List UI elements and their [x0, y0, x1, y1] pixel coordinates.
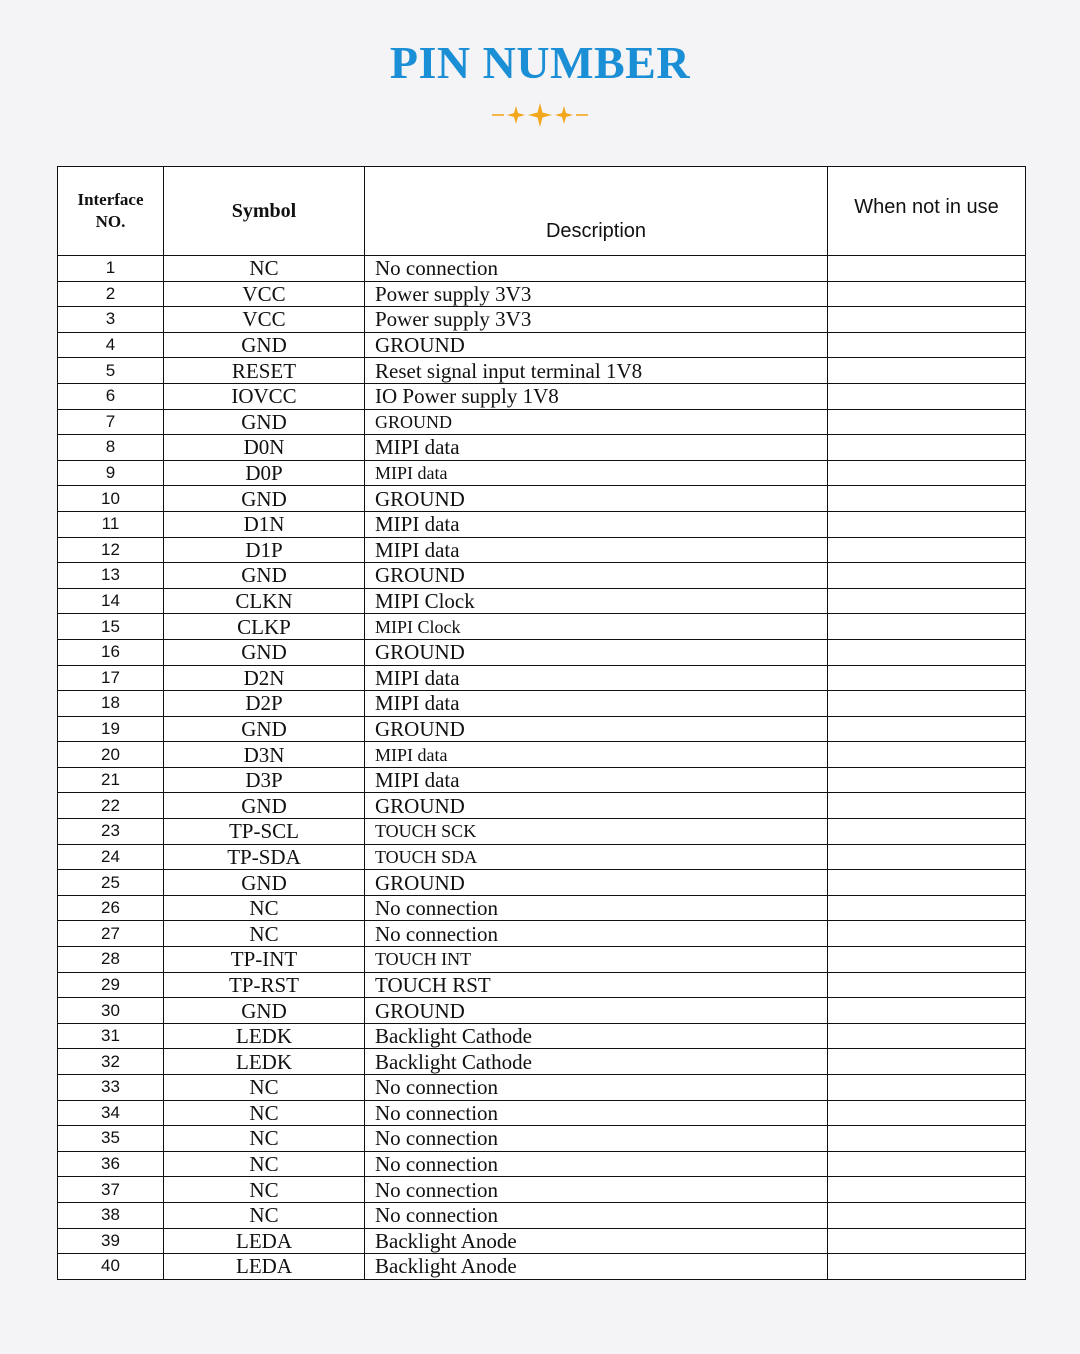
table-row: [58, 537, 1026, 563]
ornament-shapes: [492, 103, 588, 127]
pin-symbol-cell: LEDA: [164, 1254, 365, 1280]
table-row: [58, 793, 1026, 819]
pin-number-cell: 19: [58, 716, 164, 742]
table-row: [58, 716, 1026, 742]
pin-symbol-cell: D3P: [164, 767, 365, 793]
pin-symbol-cell: LEDK: [164, 1049, 365, 1075]
page-title: PIN NUMBER: [389, 37, 691, 88]
pin-description-cell: Backlight Anode: [365, 1228, 828, 1254]
pin-symbol-cell: LEDK: [164, 1023, 365, 1049]
pin-number-cell: 23: [58, 819, 164, 845]
pin-symbol-cell: GND: [164, 870, 365, 896]
pin-symbol-cell: GND: [164, 563, 365, 589]
pin-number-cell: 20: [58, 742, 164, 768]
pin-number-cell: 35: [58, 1126, 164, 1152]
pin-symbol-cell: TP-INT: [164, 947, 365, 973]
pin-number-cell: 37: [58, 1177, 164, 1203]
pin-when-not-in-use-cell: [828, 947, 1026, 973]
table-row: [58, 383, 1026, 409]
pin-number-cell: 26: [58, 895, 164, 921]
pin-number-cell: 40: [58, 1254, 164, 1280]
pin-number-cell: 38: [58, 1202, 164, 1228]
table-row: [58, 947, 1026, 973]
pin-number-cell: 2: [58, 281, 164, 307]
table-row: [58, 639, 1026, 665]
pin-number-cell: 13: [58, 563, 164, 589]
pin-description-cell: MIPI Clock: [365, 588, 828, 614]
pin-number-cell: 18: [58, 691, 164, 717]
pin-table: [57, 166, 1026, 1280]
pin-description-cell: No connection: [365, 921, 828, 947]
table-row: [58, 844, 1026, 870]
table-row: [58, 1049, 1026, 1075]
pin-symbol-cell: D0P: [164, 460, 365, 486]
pin-description-cell: No connection: [365, 1075, 828, 1101]
pin-description-cell: Power supply 3V3: [365, 281, 828, 307]
pin-number-cell: 1: [58, 256, 164, 282]
pin-when-not-in-use-cell: [828, 1228, 1026, 1254]
pin-number-cell: 17: [58, 665, 164, 691]
header-interface-line2: NO.: [95, 212, 126, 231]
pin-number-cell: 12: [58, 537, 164, 563]
pin-when-not-in-use-cell: [828, 793, 1026, 819]
pin-when-not-in-use-cell: [828, 358, 1026, 384]
pin-when-not-in-use-cell: [828, 998, 1026, 1024]
pin-when-not-in-use-cell: [828, 921, 1026, 947]
pin-description-cell: GROUND: [365, 998, 828, 1024]
pin-when-not-in-use-cell: [828, 435, 1026, 461]
pin-description-cell: Reset signal input terminal 1V8: [365, 358, 828, 384]
pin-when-not-in-use-cell: [828, 588, 1026, 614]
pin-number-cell: 7: [58, 409, 164, 435]
pin-description-cell: MIPI data: [365, 767, 828, 793]
pin-when-not-in-use-cell: [828, 665, 1026, 691]
pin-when-not-in-use-cell: [828, 639, 1026, 665]
pin-when-not-in-use-cell: [828, 383, 1026, 409]
table-header-row: [58, 167, 1026, 256]
table-row: [58, 511, 1026, 537]
pin-number-cell: 10: [58, 486, 164, 512]
table-row: [58, 819, 1026, 845]
pin-symbol-cell: GND: [164, 332, 365, 358]
pin-description-cell: GROUND: [365, 793, 828, 819]
pin-number-cell: 6: [58, 383, 164, 409]
table-row: [58, 281, 1026, 307]
pin-description-cell: TOUCH SDA: [365, 844, 828, 870]
table-row: [58, 895, 1026, 921]
pin-description-cell: MIPI Clock: [365, 614, 828, 640]
pin-description-cell: TOUCH RST: [365, 972, 828, 998]
pin-symbol-cell: NC: [164, 1075, 365, 1101]
pin-when-not-in-use-cell: [828, 1023, 1026, 1049]
pin-symbol-cell: GND: [164, 409, 365, 435]
pin-when-not-in-use-cell: [828, 1254, 1026, 1280]
pin-description-cell: GROUND: [365, 332, 828, 358]
pin-number-cell: 3: [58, 307, 164, 333]
pin-when-not-in-use-cell: [828, 1126, 1026, 1152]
table-row: [58, 563, 1026, 589]
pin-when-not-in-use-cell: [828, 537, 1026, 563]
pin-when-not-in-use-cell: [828, 256, 1026, 282]
pin-number-cell: 29: [58, 972, 164, 998]
pin-description-cell: No connection: [365, 895, 828, 921]
pin-symbol-cell: NC: [164, 1126, 365, 1152]
pin-number-cell: 16: [58, 639, 164, 665]
pin-symbol-cell: VCC: [164, 281, 365, 307]
table-row: [58, 1151, 1026, 1177]
table-row: [58, 1100, 1026, 1126]
pin-symbol-cell: NC: [164, 1202, 365, 1228]
pin-description-cell: Power supply 3V3: [365, 307, 828, 333]
pin-number-cell: 27: [58, 921, 164, 947]
table-row: [58, 486, 1026, 512]
pin-symbol-cell: GND: [164, 998, 365, 1024]
pin-when-not-in-use-cell: [828, 972, 1026, 998]
pin-description-cell: No connection: [365, 1177, 828, 1203]
table-row: [58, 1023, 1026, 1049]
pin-when-not-in-use-cell: [828, 742, 1026, 768]
table-row: [58, 256, 1026, 282]
pin-symbol-cell: NC: [164, 1100, 365, 1126]
table-row: [58, 767, 1026, 793]
pin-number-cell: 5: [58, 358, 164, 384]
pin-description-cell: MIPI data: [365, 537, 828, 563]
pin-number-cell: 25: [58, 870, 164, 896]
pin-when-not-in-use-cell: [828, 1075, 1026, 1101]
pin-symbol-cell: GND: [164, 793, 365, 819]
pin-when-not-in-use-cell: [828, 281, 1026, 307]
pin-number-cell: 4: [58, 332, 164, 358]
pin-number-cell: 39: [58, 1228, 164, 1254]
pin-symbol-cell: GND: [164, 716, 365, 742]
pin-description-cell: MIPI data: [365, 435, 828, 461]
table-row: [58, 1075, 1026, 1101]
pin-symbol-cell: RESET: [164, 358, 365, 384]
pin-description-cell: No connection: [365, 1151, 828, 1177]
table-row: [58, 332, 1026, 358]
pin-symbol-cell: TP-SDA: [164, 844, 365, 870]
table-row: [58, 1202, 1026, 1228]
pin-description-cell: MIPI data: [365, 665, 828, 691]
pin-number-cell: 14: [58, 588, 164, 614]
table-row: [58, 742, 1026, 768]
pin-symbol-cell: VCC: [164, 307, 365, 333]
pin-when-not-in-use-cell: [828, 819, 1026, 845]
pin-description-cell: MIPI data: [365, 691, 828, 717]
table-row: [58, 1228, 1026, 1254]
pin-when-not-in-use-cell: [828, 409, 1026, 435]
table-row: [58, 435, 1026, 461]
pin-description-cell: TOUCH INT: [365, 947, 828, 973]
pin-number-cell: 34: [58, 1100, 164, 1126]
pin-when-not-in-use-cell: [828, 511, 1026, 537]
pin-symbol-cell: CLKN: [164, 588, 365, 614]
pin-description-cell: TOUCH SCK: [365, 819, 828, 845]
pin-when-not-in-use-cell: [828, 767, 1026, 793]
pin-number-cell: 32: [58, 1049, 164, 1075]
table-row: [58, 307, 1026, 333]
pin-description-cell: GROUND: [365, 409, 828, 435]
pin-number-cell: 24: [58, 844, 164, 870]
table-row: [58, 409, 1026, 435]
pin-number-cell: 8: [58, 435, 164, 461]
pin-when-not-in-use-cell: [828, 716, 1026, 742]
table-row: [58, 614, 1026, 640]
table-row: [58, 460, 1026, 486]
pin-symbol-cell: D2N: [164, 665, 365, 691]
pin-description-cell: Backlight Anode: [365, 1254, 828, 1280]
pin-when-not-in-use-cell: [828, 614, 1026, 640]
pin-when-not-in-use-cell: [828, 307, 1026, 333]
pin-symbol-cell: D1N: [164, 511, 365, 537]
pin-symbol-cell: LEDA: [164, 1228, 365, 1254]
pin-number-cell: 31: [58, 1023, 164, 1049]
table-row: [58, 921, 1026, 947]
pin-when-not-in-use-cell: [828, 1151, 1026, 1177]
table-row: [58, 1126, 1026, 1152]
header-symbol: Symbol: [164, 167, 365, 256]
pin-description-cell: No connection: [365, 1126, 828, 1152]
pin-description-cell: GROUND: [365, 486, 828, 512]
pin-when-not-in-use-cell: [828, 870, 1026, 896]
pin-description-cell: No connection: [365, 256, 828, 282]
pin-symbol-cell: IOVCC: [164, 383, 365, 409]
pin-when-not-in-use-cell: [828, 332, 1026, 358]
table-row: [58, 998, 1026, 1024]
pin-symbol-cell: D1P: [164, 537, 365, 563]
table-row: [58, 358, 1026, 384]
pin-when-not-in-use-cell: [828, 1202, 1026, 1228]
pin-symbol-cell: NC: [164, 256, 365, 282]
pin-description-cell: GROUND: [365, 716, 828, 742]
table-row: [58, 870, 1026, 896]
pin-when-not-in-use-cell: [828, 1100, 1026, 1126]
pin-description-cell: IO Power supply 1V8: [365, 383, 828, 409]
pin-when-not-in-use-cell: [828, 460, 1026, 486]
pin-symbol-cell: GND: [164, 639, 365, 665]
pin-number-cell: 30: [58, 998, 164, 1024]
pin-symbol-cell: CLKP: [164, 614, 365, 640]
pin-when-not-in-use-cell: [828, 486, 1026, 512]
pin-number-cell: 9: [58, 460, 164, 486]
pin-number-cell: 15: [58, 614, 164, 640]
pin-number-cell: 36: [58, 1151, 164, 1177]
header-description: Description: [365, 167, 828, 256]
pin-description-cell: No connection: [365, 1100, 828, 1126]
table-row: [58, 665, 1026, 691]
pin-number-cell: 28: [58, 947, 164, 973]
pin-description-cell: GROUND: [365, 870, 828, 896]
pin-description-cell: MIPI data: [365, 460, 828, 486]
pin-number-cell: 22: [58, 793, 164, 819]
pin-number-cell: 11: [58, 511, 164, 537]
pin-when-not-in-use-cell: [828, 691, 1026, 717]
pin-when-not-in-use-cell: [828, 1177, 1026, 1203]
pin-description-cell: Backlight Cathode: [365, 1023, 828, 1049]
table-row: [58, 972, 1026, 998]
pin-symbol-cell: GND: [164, 486, 365, 512]
header-interface-line1: Interface: [77, 190, 144, 209]
pin-symbol-cell: NC: [164, 895, 365, 921]
pin-number-cell: 33: [58, 1075, 164, 1101]
pin-description-cell: GROUND: [365, 563, 828, 589]
pin-symbol-cell: TP-RST: [164, 972, 365, 998]
header-interface-no: [58, 167, 164, 256]
pin-when-not-in-use-cell: [828, 563, 1026, 589]
pin-when-not-in-use-cell: [828, 844, 1026, 870]
pin-number-cell: 21: [58, 767, 164, 793]
pin-description-cell: No connection: [365, 1202, 828, 1228]
table-row: [58, 1177, 1026, 1203]
pin-description-cell: GROUND: [365, 639, 828, 665]
pin-when-not-in-use-cell: [828, 895, 1026, 921]
pin-symbol-cell: D2P: [164, 691, 365, 717]
table-row: [58, 691, 1026, 717]
pin-description-cell: MIPI data: [365, 742, 828, 768]
header-when-not-in-use: When not in use: [828, 167, 1026, 256]
star-divider-icon: [490, 100, 590, 130]
pin-symbol-cell: TP-SCL: [164, 819, 365, 845]
pin-symbol-cell: NC: [164, 1177, 365, 1203]
pin-symbol-cell: D0N: [164, 435, 365, 461]
pin-symbol-cell: D3N: [164, 742, 365, 768]
table-row: [58, 1254, 1026, 1280]
pin-symbol-cell: NC: [164, 1151, 365, 1177]
pin-when-not-in-use-cell: [828, 1049, 1026, 1075]
pin-description-cell: MIPI data: [365, 511, 828, 537]
pin-description-cell: Backlight Cathode: [365, 1049, 828, 1075]
table-row: [58, 588, 1026, 614]
pin-symbol-cell: NC: [164, 921, 365, 947]
